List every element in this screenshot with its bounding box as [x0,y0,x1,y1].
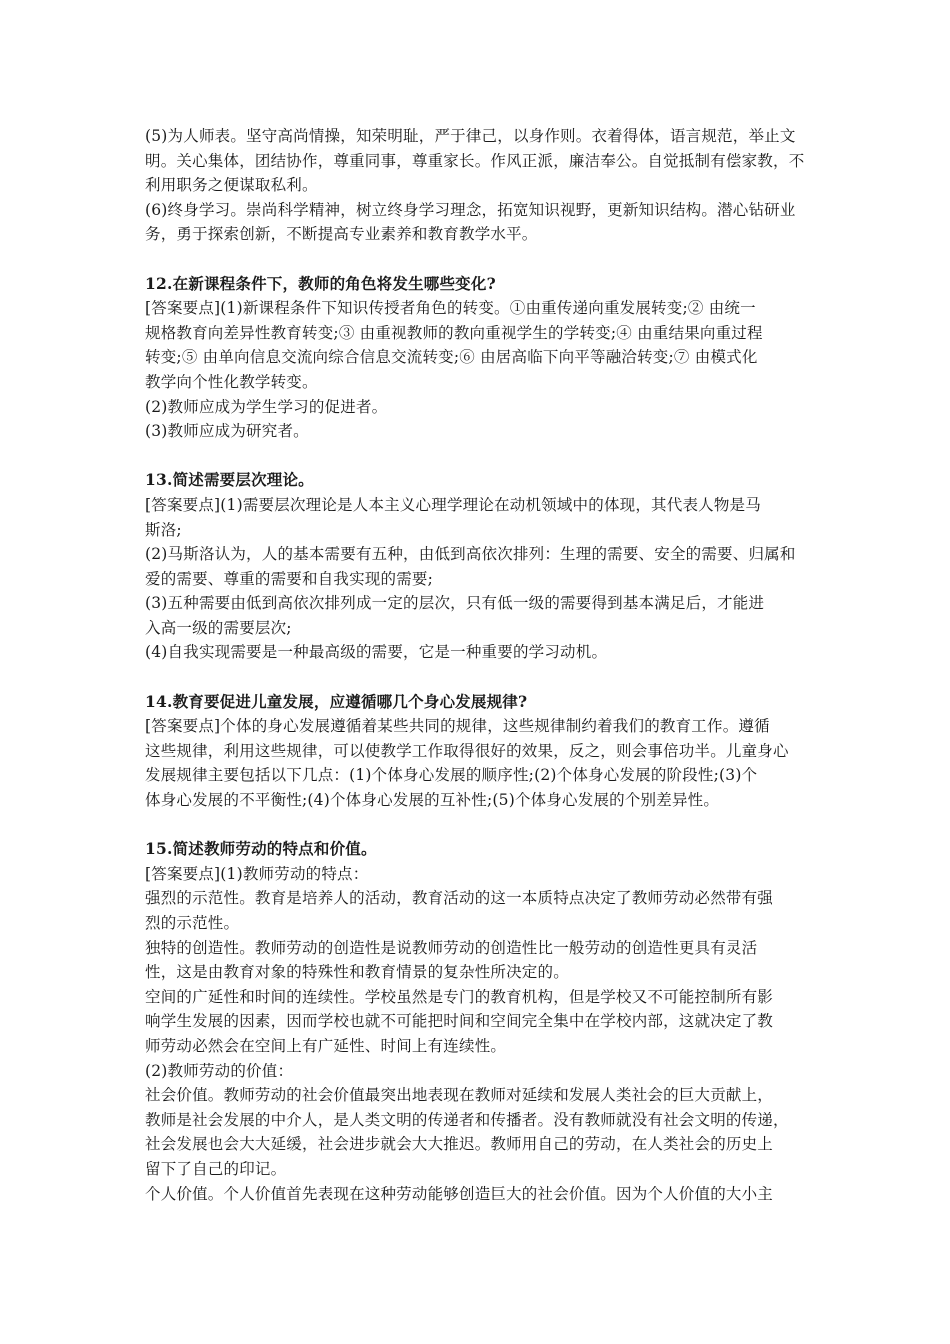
text-line: 发展规律主要包括以下几点：(1)个体身心发展的顺序性;(2)个体身心发展的阶段性;(3)个 [145,766,758,785]
question-12 [145,272,813,444]
text-line: 务，勇于探索创新，不断提高专业素养和教育教学水平。 [145,225,538,244]
question-heading: 12.在新课程条件下，教师的角色将发生哪些变化? [145,273,496,293]
text-line: 烈的示范性。 [145,914,240,932]
paragraph-gap [145,247,813,272]
text-line: 体身心发展的不平衡性;(4)个体身心发展的互补性;(5)个体身心发展的个别差异性。 [145,791,720,810]
text-line: 独特的创造性。教师劳动的创造性是说教师劳动的创造性比一般劳动的创造性更具有灵活 [145,938,758,957]
text-line: 社会价值。教师劳动的社会价值最突出地表现在教师对延续和发展人类社会的巨大贡献上， [145,1086,774,1105]
paragraph-6 [145,198,813,247]
text-line: 社会发展也会大大延缓，社会进步就会大大推迟。教师用自己的劳动，在人类社会的历史上 [145,1135,774,1154]
paragraph-gap [145,444,813,469]
document-page [145,124,813,1206]
text-line: [答案要点](1)教师劳动的特点： [145,864,369,883]
text-line: 留下了自己的印记。 [145,1159,287,1178]
text-line: (2)马斯洛认为，人的基本需要有五种，由低到高依次排列：生理的需要、安全的需要、归属和 [145,545,796,564]
paragraph-5 [145,124,813,198]
text-line: [答案要点]个体的身心发展遵循着某些共同的规律，这些规律制约着我们的教育工作。遵循 [145,717,770,736]
text-line: 明。关心集体，团结协作，尊重同事，尊重家长。作风正派，廉洁奉公。自觉抵制有偿家教，不 [145,151,805,170]
text-line: (3)五种需要由低到高依次排列成一定的层次，只有低一级的需要得到基本满足后，才能进 [145,594,765,613]
question-heading: 13.简述需要层次理论。 [145,470,314,490]
question-15 [145,837,813,1206]
text-line: [答案要点](1)需要层次理论是人本主义心理学理论在动机领域中的体现，其代表人物是马 [145,495,761,514]
text-line: [答案要点](1)新课程条件下知识传授者角色的转变。①由重传递向重发展转变;② 由统一 [145,299,756,318]
text-line: (3)教师应成为研究者。 [145,422,309,441]
text-line: 空间的广延性和时间的连续性。学校虽然是专门的教育机构，但是学校又不可能控制所有影 [145,987,774,1006]
text-line: 规格教育向差异性教育转变;③ 由重视教师的教向重视学生的学转变;④ 由重结果向重过程 [145,323,763,342]
text-line: 师劳动必然会在空间上有广延性、时间上有连续性。 [145,1036,507,1055]
text-line: 转变;⑤ 由单向信息交流向综合信息交流转变;⑥ 由居高临下向平等融洽转变;⑦ 由模式化 [145,348,758,367]
text-line: 强烈的示范性。教育是培养人的活动，教育活动的这一本质特点决定了教师劳动必然带有强 [145,889,774,908]
text-line: 入高一级的需要层次; [145,618,292,637]
paragraph-gap [145,665,813,690]
text-line: 教师是社会发展的中介人，是人类文明的传递者和传播者。没有教师就没有社会文明的传递， [145,1110,789,1129]
text-line: 个人价值。个人价值首先表现在这种劳动能够创造巨大的社会价值。因为个人价值的大小主 [145,1184,774,1203]
question-heading: 15.简述教师劳动的特点和价值。 [145,839,377,859]
text-line: (2)教师劳动的价值： [145,1061,294,1080]
text-line: 响学生发展的因素，因而学校也就不可能把时间和空间完全集中在学校内部，这就决定了教 [145,1012,774,1031]
question-13 [145,468,813,665]
text-line: 利用职务之便谋取私利。 [145,176,318,195]
text-line: 这些规律，利用这些规律，可以使教学工作取得很好的效果，反之，则会事倍功半。儿童身心 [145,741,789,760]
text-line: 爱的需要、尊重的需要和自我实现的需要; [145,569,434,588]
paragraph-gap [145,813,813,838]
question-14 [145,690,813,813]
text-line: (6)终身学习。崇尚科学精神，树立终身学习理念，拓宽知识视野，更新知识结构。潜心钻研业 [145,200,796,219]
question-heading: 14.教育要促进儿童发展，应遵循哪几个身心发展规律? [145,691,528,711]
text-line: 斯洛; [145,520,182,539]
text-line: 性，这是由教育对象的特殊性和教育情景的复杂性所决定的。 [145,963,569,982]
text-line: 教学向个性化教学转变。 [145,372,318,391]
text-line: (4)自我实现需要是一种最高级的需要，它是一种重要的学习动机。 [145,643,608,662]
text-line: (5)为人师表。坚守高尚情操，知荣明耻，严于律己，以身作则。衣着得体，语言规范，举止文 [145,127,796,145]
text-line: (2)教师应成为学生学习的促进者。 [145,397,388,416]
